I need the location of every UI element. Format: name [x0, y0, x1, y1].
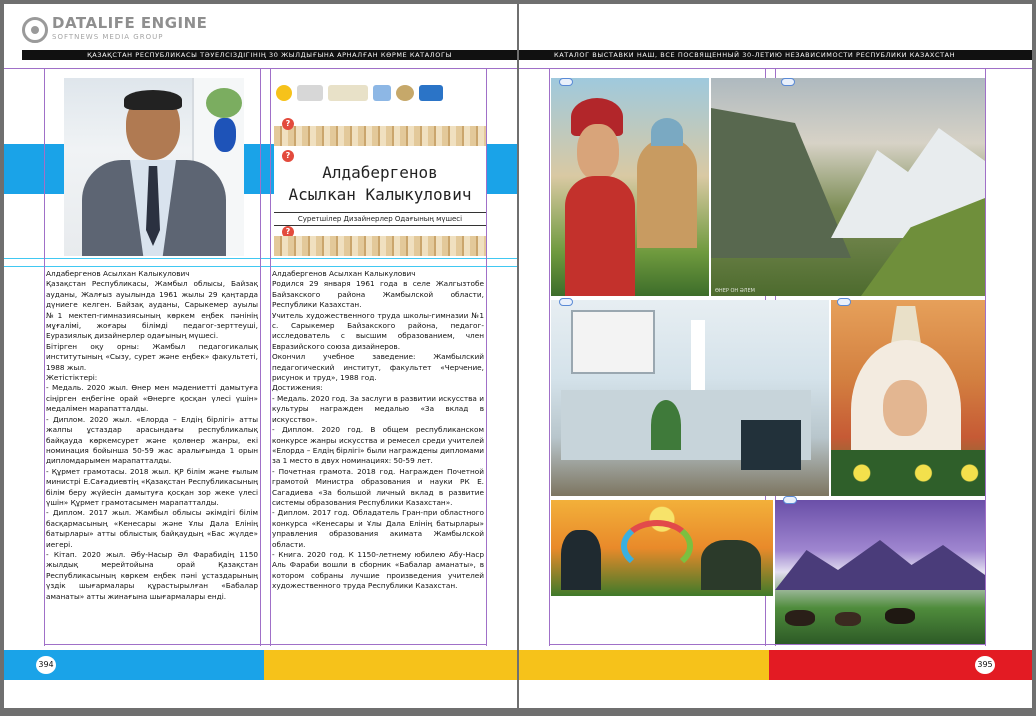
bio-paragraph: Родился 29 января 1961 года в селе Жалгызтобе Байзакского района Жамбылской области, Республики Казахстан.: [272, 279, 484, 310]
link-icon: [559, 298, 573, 306]
kazakh-biography: [46, 269, 258, 602]
bio-paragraph: Жетістіктері:: [46, 373, 98, 383]
artist-name-line2: Асылкан Калыкулович: [288, 185, 472, 204]
partner-logo-icon: [373, 85, 391, 101]
watermark-brand: DATALIFE ENGINE: [52, 14, 208, 32]
title-card: [274, 78, 486, 258]
partner-logo-icon: [419, 85, 443, 101]
link-icon: [783, 496, 797, 504]
footer-bar-yellow: [264, 650, 517, 680]
left-header: ҚАЗАҚСТАН РЕСПУБЛИКАСЫ ТӘУЕЛСІЗДІГІНІҢ 30 ЖЫЛДЫҒЫНА АРНАЛҒАН КӨРМЕ КАТАЛОГЫ: [22, 50, 517, 60]
partner-logo-icon: [396, 85, 414, 101]
bio-paragraph: - Диплом. 2017 жыл. Жамбыл облысы әкімдігі білім басқармасының «Кенесары және Ұлы Дала Елінің батырлары» атты облыстық байқаудың «Бас жүлде» иегері.: [46, 508, 258, 549]
question-icon: ?: [282, 118, 294, 130]
artist-subtitle: Суретшілер Дизайнерлер Одағының мүшесі: [274, 212, 486, 226]
artist-name-line1: Алдабергенов: [322, 163, 438, 182]
left-page: [4, 4, 517, 708]
guide-line: [44, 644, 486, 645]
partner-logo-icon: [328, 85, 368, 101]
artwork-mountain-horses: [775, 500, 985, 644]
artwork-folk-fantasy: [551, 500, 773, 596]
page-number-right: 395: [975, 656, 995, 674]
link-icon: [559, 78, 573, 86]
question-icon: ?: [282, 150, 294, 162]
link-icon: [781, 78, 795, 86]
bio-paragraph: Алдабергенов Асылхан Калыкулович: [46, 269, 190, 278]
guide-line: [985, 68, 986, 646]
bio-paragraph: - Диплом. 2017 год. Обладатель Гран-при областного конкурса «Кенесары и Ұлы Дала Елінің батырлары» управления образования акимата Жамбылской области.: [272, 508, 484, 549]
guide-line: [549, 644, 985, 645]
bio-paragraph: - Диплом. 2020 год. В общем республиканском конкурсе жанры искусства и ремесел среди учителей «Елорда – Елдің бірлігі» были награждены дипломами за 1 место в двух номинациях: 50-59 лет.: [272, 425, 484, 466]
right-page: [519, 4, 1032, 708]
partner-logos: [274, 78, 486, 108]
bio-paragraph: Учитель художественного труда школы-гимназии №1 с. Сарыкемер Байзакского района, педагог-исследователь с высшим образованием, член Евразийского союза дизайнеров.: [272, 310, 484, 351]
bio-paragraph: Қазақстан Республикасы, Жамбыл облысы, Байзақ ауданы, Жалғыз ауылында 1961 жылы 29 қаңтарда дүниеге келген. Байзақ ауданы, Сарыкемер ауылы №1 мектеп-гимназиясының көркем еңбек пәнінің мұғалімі, жоғары білімді педагог-зерттеуші, Еуразиялық дизайнерлер одағының мүшесі.: [46, 279, 258, 341]
bio-paragraph: - Медаль. 2020 жыл. Өнер мен мәдениетті дамытуға сіңірген еңбегіне орай «Өнерге қосқан үлесі үшін» медалімен марапатталды.: [46, 383, 258, 414]
guide-line: [260, 68, 261, 646]
watermark-tagline: SOFTNEWS MEDIA GROUP: [52, 33, 164, 41]
artwork-saukele-woman: [831, 300, 985, 496]
artist-name: [274, 162, 486, 206]
bio-paragraph: Бітірген оқу орны: Жамбыл педагогикалық институтының «Сызу, сурет және еңбек» факультеті, 1988 жыл.: [46, 341, 258, 372]
ornament-bottom: [274, 236, 486, 256]
bio-paragraph: - Кітап. 2020 жыл. Әбу-Насыр Әл Фарабидің 1150 жылдық мерейтойына орай Қазақстан Республикасының көркем еңбек пәні ұстаздарының үздік шығармалары құрастырылған «Бабалар аманаты» атты жинағына шығармалары енді.: [46, 549, 258, 601]
russian-biography: [272, 269, 484, 592]
guide-line: [270, 68, 271, 646]
bio-paragraph: Достижения:: [272, 383, 323, 393]
bio-paragraph: - Книга. 2020 год. К 1150-летнему юбилею Абу-Наср Аль Фараби вошли в сборник «Бабалар аманаты», в котором собраны лучшие произведения учителей художественного труда Республики Казахстан.: [272, 549, 484, 591]
question-icon: ?: [282, 226, 294, 238]
guide-line: [44, 68, 45, 646]
watermark-logo: [22, 16, 207, 44]
artist-portrait: [64, 78, 244, 256]
ornament-top: [274, 126, 486, 146]
page-number-left: 394: [36, 656, 56, 674]
link-icon: [837, 298, 851, 306]
guide-line: [549, 68, 550, 646]
artwork-mountain-valley: ӨНЕР ОН ӘЛЕМ: [711, 78, 985, 296]
bio-paragraph: - Диплом. 2020 жыл. «Елорда – Елдің бірлігі» атты жалпы ұстаздар арасындағы республикалық байқауда көркемсурет және қолөнер жанры, екі номинация бойынша 50-59 жас аралығында 1 орын дипломдарымен марапатталды.: [46, 414, 258, 466]
right-header: КАТАЛОГ ВЫСТАВКИ НАШ, ВСЕ ПОСВЯЩЕННЫЙ 30-ЛЕТИЮ НЕЗАВИСИМОСТИ РЕСПУБЛИКИ КАЗАХСТАН: [519, 50, 1032, 60]
artwork-kazakh-woman: [551, 78, 709, 296]
bio-paragraph: - Медаль. 2020 год. За заслуги в развитии искусства и культуры награжден медалью «За вклад в искусство».: [272, 393, 484, 424]
bio-paragraph: Алдабергенов Асылхан Калыкулович: [272, 269, 416, 278]
bio-paragraph: - Почетная грамота. 2018 год. Награжден Почетной грамотой Министра образования и науки РК Е. Сагадиева «За большой личный вклад в развитие системы образования Республики Казахстан».: [272, 466, 484, 507]
footer-bar-yellow: [519, 650, 769, 680]
partner-logo-icon: [276, 85, 292, 101]
artwork-classroom-display: [551, 300, 829, 496]
watermark-icon: [22, 17, 48, 43]
bio-paragraph: Окончил учебное заведение: Жамбылский педагогический институт, факультет «Черчение, рисунок и труд», 1988 год.: [272, 352, 484, 383]
guide-line: [486, 68, 487, 646]
bio-paragraph: - Құрмет грамотасы. 2018 жыл. ҚР білім және ғылым министрі Е.Сағадиевтің «Қазақстан Республикасының білім беру жүйесін дамытуға қосқан зор жеке үлесі үшін» Құрмет грамотасымен марапатталды.: [46, 466, 258, 507]
partner-logo-icon: [297, 85, 323, 101]
